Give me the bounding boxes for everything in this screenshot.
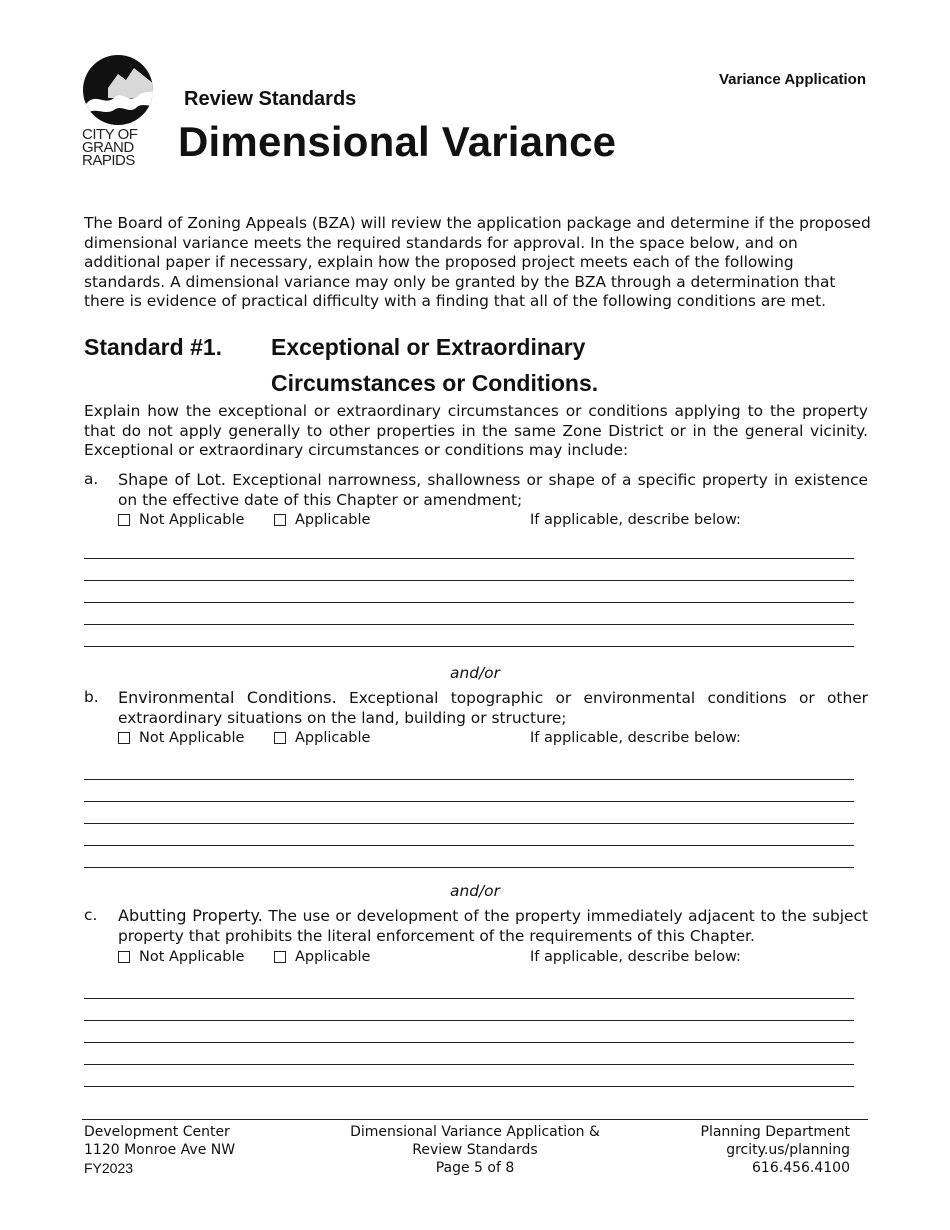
checkbox-applicable-b[interactable] (274, 732, 286, 744)
answer-line[interactable] (84, 779, 854, 780)
and-or-separator: and/or (450, 664, 500, 682)
footer-doc-name: Dimensional Variance Application & (350, 1124, 600, 1140)
answer-line[interactable] (84, 998, 854, 999)
condition-item-a (84, 470, 868, 510)
checkbox-not-applicable-c[interactable] (118, 951, 130, 963)
item-letter: b. (84, 688, 99, 706)
condition-item-c (84, 906, 868, 946)
answer-line[interactable] (84, 624, 854, 625)
describe-label: If applicable, describe below: (530, 730, 741, 746)
standard-title-line2: Circumstances or Conditions. (271, 370, 599, 396)
footer-divider (82, 1119, 868, 1120)
logo-wordmark (82, 128, 162, 167)
checkbox-not-applicable-a[interactable] (118, 514, 130, 526)
footer-left (84, 1123, 235, 1177)
answer-line[interactable] (84, 867, 854, 868)
item-text: The use or development of the property immediately adjacent to the subject property that prohibits the literal enforcement of the requirements of this Chapter. (118, 907, 868, 945)
city-logo-icon (82, 54, 156, 128)
checkbox-not-applicable-b[interactable] (118, 732, 130, 744)
answer-line[interactable] (84, 1020, 854, 1021)
footer-department: Planning Department (700, 1124, 850, 1140)
checkbox-applicable-c[interactable] (274, 951, 286, 963)
answer-lines-a[interactable] (84, 558, 854, 648)
page-number: Page 5 of 8 (435, 1160, 515, 1176)
footer-center (340, 1123, 610, 1177)
item-letter: a. (84, 470, 99, 488)
describe-label: If applicable, describe below: (530, 949, 741, 965)
footer-right (701, 1123, 850, 1177)
logo-line: GRAND (82, 139, 134, 156)
city-logo (82, 54, 156, 172)
applicable-option-a[interactable] (274, 512, 370, 528)
option-label: Applicable (295, 949, 371, 965)
item-text: Exceptional topographic or environmental conditions or other extraordinary situations on the land, building or structure; (118, 689, 869, 727)
footer-website[interactable]: grcity.us/planning (726, 1142, 850, 1158)
footer-office: Development Center (84, 1124, 230, 1140)
answer-line[interactable] (84, 580, 854, 581)
and-or-separator: and/or (450, 882, 500, 900)
item-heading: Environmental Conditions. (118, 688, 337, 707)
answer-line[interactable] (84, 845, 854, 846)
options-row-a (118, 512, 878, 532)
logo-line: CITY OF (82, 126, 138, 143)
answer-line[interactable] (84, 646, 854, 647)
item-letter: c. (84, 906, 98, 924)
answer-line[interactable] (84, 558, 854, 559)
answer-line[interactable] (84, 1064, 854, 1065)
checkbox-applicable-a[interactable] (274, 514, 286, 526)
not-applicable-option-c[interactable] (118, 949, 244, 965)
footer-fiscal-year: FY2023 (84, 1160, 134, 1176)
answer-line[interactable] (84, 823, 854, 824)
answer-line[interactable] (84, 801, 854, 802)
answer-line[interactable] (84, 1086, 854, 1087)
answer-line[interactable] (84, 1042, 854, 1043)
document-type-label: Variance Application (719, 71, 866, 88)
item-heading: Abutting Property. (118, 906, 263, 925)
footer-phone: 616.456.4100 (752, 1160, 850, 1176)
option-label: Not Applicable (139, 730, 245, 746)
answer-lines-c[interactable] (84, 998, 854, 1088)
page-title: Dimensional Variance (178, 118, 617, 165)
applicable-option-c[interactable] (274, 949, 370, 965)
logo-line: RAPIDS (82, 152, 135, 169)
applicable-option-b[interactable] (274, 730, 370, 746)
footer-address: 1120 Monroe Ave NW (84, 1142, 236, 1158)
standard-number: Standard #1. (84, 334, 223, 360)
standard-title-line1: Exceptional or Extraordinary (271, 334, 586, 360)
answer-line[interactable] (84, 602, 854, 603)
describe-label: If applicable, describe below: (530, 512, 741, 528)
footer-doc-name-cont: Review Standards (412, 1142, 538, 1158)
option-label: Not Applicable (139, 512, 245, 528)
option-label: Not Applicable (139, 949, 245, 965)
condition-item-b (84, 688, 868, 728)
standard-explanation: Explain how the exceptional or extraordinary circumstances or conditions applying to the property that do not apply generally to other properties in the same Zone District or in the general vicinity. Exceptional or extraordinary circumstances or conditions may include: (84, 402, 868, 460)
answer-lines-b[interactable] (84, 779, 854, 869)
not-applicable-option-a[interactable] (118, 512, 244, 528)
item-text: Exceptional narrowness, shallowness or shape of a specific property in existence on the effective date of this Chapter or amendment; (118, 471, 868, 509)
options-row-c (118, 949, 878, 969)
option-label: Applicable (295, 730, 371, 746)
item-heading: Shape of Lot. (118, 470, 227, 489)
intro-paragraph: The Board of Zoning Appeals (BZA) will review the application package and determine if the proposed dimensional variance meets the required standards for approval. In the space below, and on additional paper if necessary, explain how the proposed project meets each of the following standards. A dimensional variance may only be granted by the BZA through a determination that there is evidence of practical difficulty with a finding that all of the following conditions are met. (84, 214, 871, 311)
page-subtitle: Review Standards (184, 88, 357, 110)
options-row-b (118, 730, 878, 750)
not-applicable-option-b[interactable] (118, 730, 244, 746)
option-label: Applicable (295, 512, 371, 528)
